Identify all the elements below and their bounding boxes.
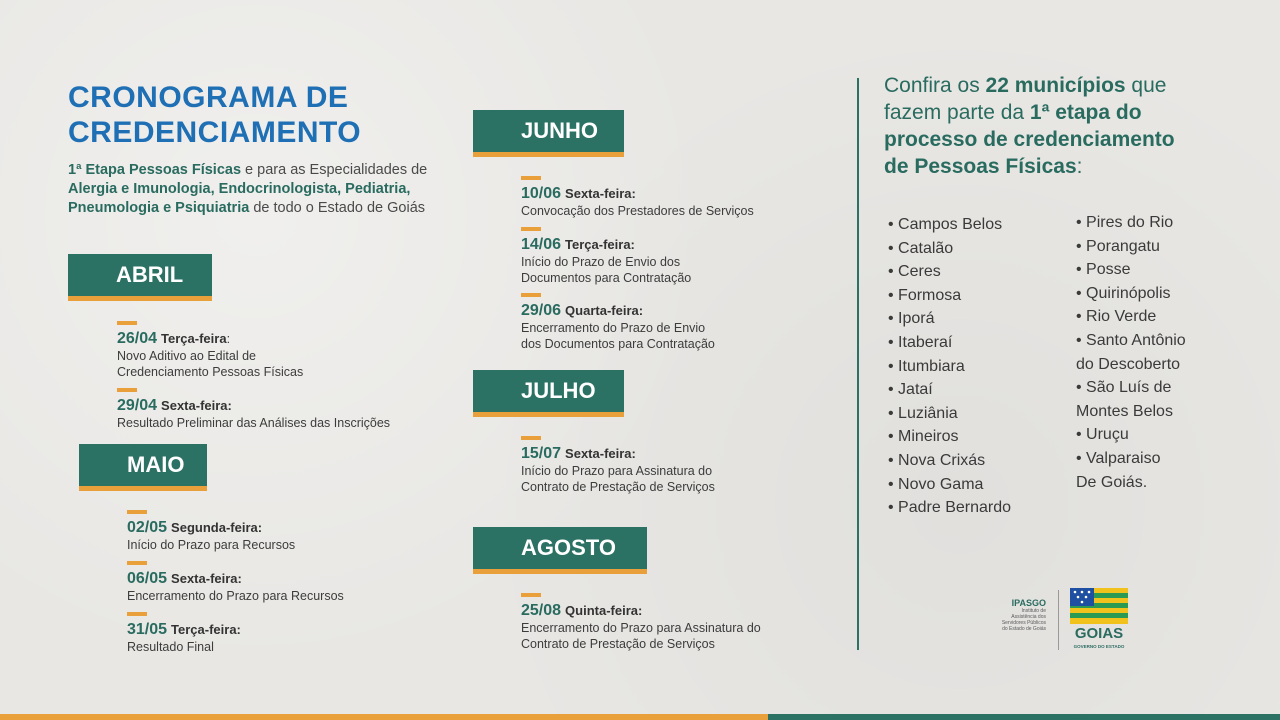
municipios-heading (884, 72, 1175, 180)
heading-text: fazem parte da (884, 101, 1030, 124)
goias-flag-icon (1070, 588, 1128, 624)
month-header-julho: JULHO (473, 370, 624, 412)
heading-bold: de Pessoas Físicas (884, 155, 1077, 178)
event-bar (117, 321, 137, 325)
city-item: • Mineiros (888, 428, 959, 446)
city-item: • Itaberaí (888, 333, 953, 351)
event-desc: Resultado Preliminar das Análises das Inscrições (117, 416, 391, 430)
heading-text: que (1125, 74, 1167, 97)
event-bar (521, 436, 541, 440)
bottom-bar-green (768, 714, 1280, 720)
city-item: Montes Belos (1076, 402, 1173, 420)
event-desc: Encerramento do Prazo para Assinatura do (521, 621, 761, 635)
event-bar (521, 227, 541, 231)
heading-text: Confira os (884, 74, 986, 97)
event-bar (521, 176, 541, 180)
city-item: • Formosa (888, 286, 962, 304)
heading-bold: processo de credenciamento (884, 128, 1175, 151)
event-bar (127, 612, 147, 616)
title-line-2: CREDENCIAMENTO (68, 116, 362, 149)
event-date: 25/08 (521, 602, 562, 619)
logo-separator (1058, 590, 1059, 650)
city-item: • Iporá (888, 310, 935, 328)
city-item: • Valparaiso (1076, 449, 1161, 467)
city-item: • Padre Bernardo (888, 499, 1012, 517)
event-desc: Contrato de Prestação de Serviços (521, 480, 715, 494)
city-item: • Ceres (888, 263, 941, 281)
city-item: • Nova Crixás (888, 451, 986, 469)
page-title (68, 80, 361, 150)
ipasgo-sub: Instituto de (1021, 608, 1046, 614)
city-item: • Campos Belos (888, 216, 1003, 233)
event-day: Sexta-feira: (565, 446, 636, 461)
event-day: Terça-feira: (565, 237, 635, 252)
event-day: Quinta-feira: (565, 603, 643, 618)
month-header-agosto: AGOSTO (473, 527, 647, 569)
event-bar (127, 561, 147, 565)
city-item: • Novo Gama (888, 475, 984, 493)
month-header-abril: ABRIL (68, 254, 212, 296)
event-desc: Início do Prazo de Envio dos (521, 255, 681, 269)
event-date: 14/06 (521, 236, 562, 253)
month-header-maio: MAIO (79, 444, 207, 486)
city-item: do Descoberto (1076, 355, 1181, 373)
event-desc: Credenciamento Pessoas Físicas (117, 365, 304, 379)
event-date: 26/04 (117, 330, 158, 347)
city-list-1 (888, 213, 1011, 520)
city-item: • Posse (1076, 261, 1131, 279)
ipasgo-sub: Assistência dos (1011, 614, 1046, 620)
intro-text-1: e para as Especialidades de (241, 162, 428, 178)
ipasgo-logo (980, 598, 1046, 632)
logos (980, 588, 1130, 652)
heading-bold: 22 municípios (985, 74, 1126, 97)
intro-text-2: de todo o Estado de Goiás (249, 200, 426, 216)
goias-logo (1070, 588, 1128, 652)
event-desc: Resultado Final (127, 640, 214, 654)
city-item: • Quirinópolis (1076, 284, 1171, 302)
event-date: 29/06 (521, 302, 562, 319)
event-date: 15/07 (521, 445, 562, 462)
event-date: 10/06 (521, 185, 562, 202)
city-item: • Itumbiara (888, 357, 965, 375)
event-date: 31/05 (127, 621, 168, 638)
bottom-bar-orange (0, 714, 768, 720)
intro-bold-1: 1ª Etapa Pessoas Físicas (68, 162, 242, 178)
event-desc: Início do Prazo para Recursos (127, 538, 296, 552)
title-line-1: CRONOGRAMA DE (68, 81, 349, 114)
event-suffix: : (226, 332, 231, 346)
event-desc: Contrato de Prestação de Serviços (521, 637, 715, 651)
goias-name: GOIAS (1074, 625, 1124, 642)
vertical-divider (857, 78, 859, 650)
event-day: Sexta-feira: (565, 186, 636, 201)
event-2904 (117, 388, 390, 431)
event-2604 (117, 321, 303, 380)
event-2508 (521, 593, 761, 652)
event-1006 (521, 176, 754, 219)
event-bar (127, 510, 147, 514)
city-item: • Uruçu (1076, 426, 1129, 444)
event-day: Quarta-feira: (565, 303, 644, 318)
event-bar (521, 593, 541, 597)
event-day: Segunda-feira: (171, 520, 263, 535)
event-desc: dos Documentos para Contratação (521, 337, 715, 351)
event-day: Sexta-feira: (171, 571, 242, 586)
city-item: • Santo Antônio (1076, 331, 1186, 349)
event-day: Terça-feira (161, 331, 227, 346)
event-2906 (521, 293, 715, 352)
event-desc: Encerramento do Prazo de Envio (521, 321, 706, 335)
event-day: Terça-feira: (171, 622, 241, 637)
city-list-2 (1076, 211, 1186, 494)
event-date: 02/05 (127, 519, 168, 536)
event-desc: Novo Aditivo ao Edital de (117, 349, 256, 363)
event-3105 (127, 612, 241, 655)
city-item: • São Luís de (1076, 379, 1172, 397)
city-item: • Luziânia (888, 404, 958, 422)
event-date: 06/05 (127, 570, 168, 587)
heading-text: : (1076, 155, 1083, 178)
city-item: • Catalão (888, 239, 954, 257)
event-1406 (521, 227, 691, 286)
city-item: • Jataí (888, 381, 933, 399)
ipasgo-name: IPASGO (1011, 598, 1046, 608)
ipasgo-sub: Servidores Públicos (1001, 620, 1046, 626)
event-desc: Encerramento do Prazo para Recursos (127, 589, 344, 603)
city-item: De Goiás. (1076, 473, 1148, 491)
event-desc: Convocação dos Prestadores de Serviços (521, 204, 754, 218)
event-bar (521, 293, 541, 297)
event-1507 (521, 436, 715, 495)
event-date: 29/04 (117, 397, 158, 414)
ipasgo-sub: do Estado de Goiás (1002, 626, 1046, 632)
event-desc: Início do Prazo para Assinatura do (521, 464, 713, 478)
event-0205 (127, 510, 295, 553)
event-day: Sexta-feira: (161, 398, 232, 413)
event-desc: Documentos para Contratação (521, 271, 692, 285)
heading-bold: 1ª etapa do (1029, 101, 1142, 124)
intro-text (68, 161, 428, 218)
month-header-junho: JUNHO (473, 110, 624, 152)
intro-bold-2: Alergia e Imunologia, Endocrinologista, Pediatria, Pneumologia e Psiquiatria (68, 181, 411, 216)
city-item: • Pires do Rio (1076, 214, 1174, 231)
event-0605 (127, 561, 344, 604)
city-item: • Porangatu (1076, 237, 1160, 255)
event-bar (117, 388, 137, 392)
goias-sub: GOVERNO DO ESTADO (1073, 644, 1125, 649)
city-item: • Rio Verde (1076, 308, 1157, 326)
